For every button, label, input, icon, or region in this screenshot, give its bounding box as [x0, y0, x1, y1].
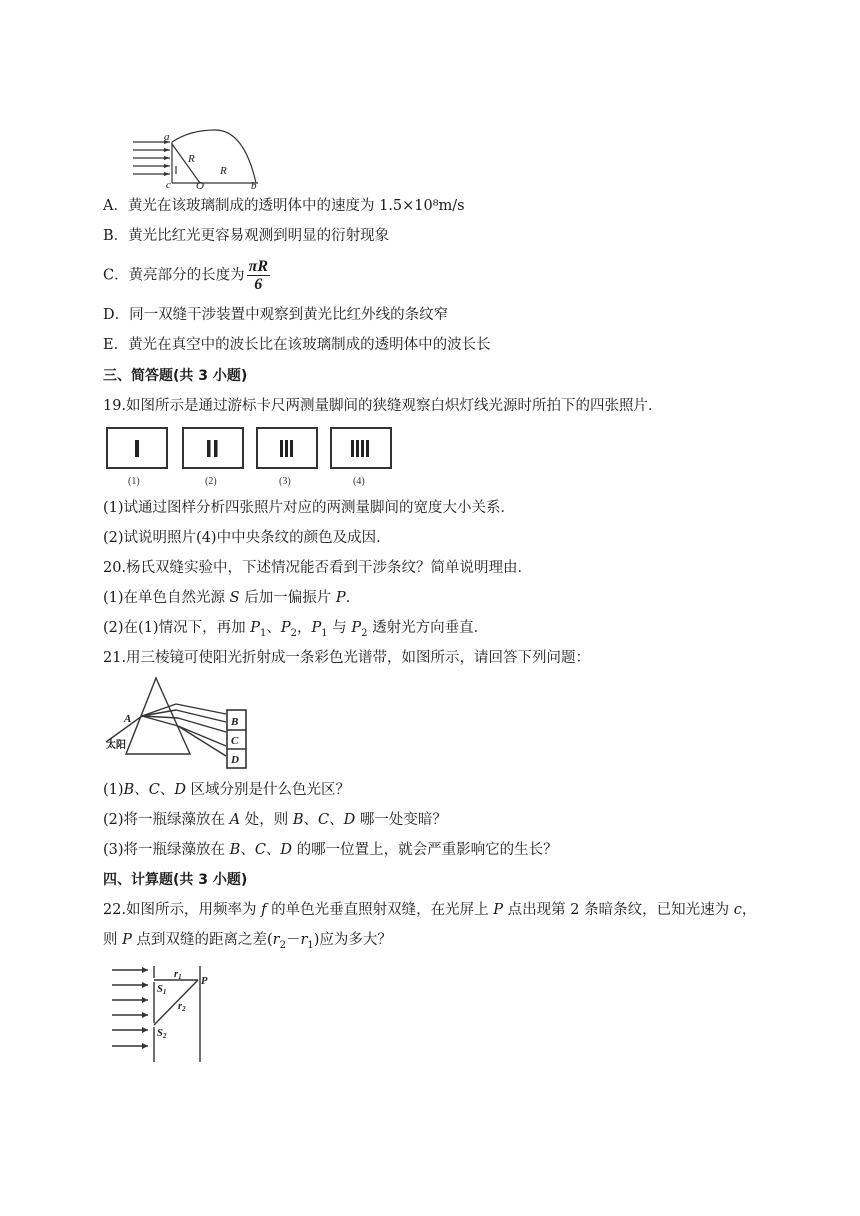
sub-1b: 1 [321, 627, 328, 639]
ray-label-r2: r [178, 1001, 183, 1012]
svg-text:r2 [178, 1001, 186, 1013]
q20-sub1-b: 后加一偏振片 [239, 590, 336, 606]
q20-sub2-a: (2)在(1)情况下，再加 [103, 620, 251, 636]
q21-sub1 [103, 780, 350, 800]
section-4-title: 四、计算题(共 3 小题) [103, 872, 248, 888]
q19-sub1: (1)试通过图样分析四张照片对应的两测量脚间的宽度大小关系． [103, 500, 516, 516]
var-P-q22: P [493, 902, 504, 918]
fraction-pi-r-over-6 [247, 258, 270, 293]
sub-2b: 2 [361, 627, 368, 639]
q22-l1-a: 22.如图所示，用频率为 [103, 902, 262, 918]
label-R1: R [188, 153, 195, 165]
q20-sub2-end: 透射光方向垂直． [367, 620, 489, 636]
q21-text: 21.用三棱镜可使阳光折射成一条彩色光谱带，如图所示，请回答下列问题： [103, 650, 591, 666]
four-photos-figure [104, 424, 394, 490]
var-D3: D [280, 842, 293, 858]
sub-r2: 2 [279, 939, 286, 951]
var-S: S [229, 590, 240, 606]
var-D: D [174, 782, 186, 798]
q21-sub3-s2: 、 [265, 842, 281, 858]
slit-label-S2: S [157, 1028, 163, 1039]
var-r2: r [272, 932, 280, 948]
q20-sub1-a: (1)在单色自然光源 [103, 590, 230, 606]
sub-2: 2 [290, 627, 297, 639]
prism-label-C: C [231, 735, 239, 747]
option-d: D．同一双缝干涉装置中观察到黄光比红外线的条纹窄 [103, 307, 449, 323]
var-P1b: P [311, 620, 322, 636]
q22-l2-minus: － [285, 932, 301, 948]
q21-sub2-c: 哪一处变暗？ [355, 812, 447, 828]
label-a: a [164, 131, 170, 143]
photo-label-4: (4) [353, 476, 365, 487]
var-P2b: P [351, 620, 362, 636]
var-f: f [261, 902, 267, 918]
q20-text: 20.杨氏双缝实验中，下述情况能否看到干涉条纹？简单说明理由． [103, 560, 533, 576]
prism-figure [104, 674, 254, 772]
q21-sub2-b: 处，则 [240, 812, 293, 828]
slit-label-S2-sub: 2 [162, 1032, 167, 1040]
q22-line1 [103, 900, 756, 920]
svg-text:S2 [157, 1028, 167, 1040]
sub-r1: 1 [307, 939, 314, 951]
q22-l2-a: 则 [103, 932, 123, 948]
q21-sub1-s1: 、 [134, 782, 149, 798]
q20-sub2-sep3: 与 [327, 620, 352, 636]
option-c-prefix: C．黄亮部分的长度为 [103, 267, 245, 284]
option-e: E．黄光在真空中的波长比在该玻璃制成的透明体中的波长长 [103, 337, 491, 353]
prism-label-A: A [124, 713, 132, 725]
q22-l2-b: 点到双缝的距离之差( [131, 932, 273, 948]
q21-sub3 [103, 840, 558, 860]
var-A: A [229, 812, 241, 828]
q21-sub3-b: 的哪一位置上，就会严重影响它的生长？ [292, 842, 558, 858]
q21-sub3-a: (3)将一瓶绿藻放在 [103, 842, 230, 858]
ray-label-r2-sub: 2 [182, 1005, 186, 1013]
var-B2: B [292, 812, 304, 828]
photo-label-2: (2) [205, 476, 217, 487]
var-D2: D [343, 812, 356, 828]
var-P-q22b: P [122, 932, 132, 948]
label-c: c [166, 179, 171, 190]
q22-l2-c: )应为多大？ [313, 932, 392, 948]
var-c: c [733, 902, 742, 918]
var-P2: P [280, 620, 291, 636]
q22-l1-d: ， [741, 902, 757, 918]
q21-sub1-b: 区域分别是什么色光区？ [185, 782, 351, 798]
option-c [103, 258, 270, 293]
q19-text: 19.如图所示是通过游标卡尺两测量脚间的狭缝观察白炽灯线光源时所拍下的四张照片． [103, 398, 663, 414]
option-a: A．黄光在该玻璃制成的透明体中的速度为 1.5×10⁸m/s [103, 198, 465, 214]
photo-label-1: (1) [128, 476, 140, 487]
ray-label-r1: r [174, 969, 179, 980]
q19-sub2: (2)试说明照片(4)中中央条纹的颜色及成因． [103, 530, 391, 546]
var-C: C [148, 782, 160, 798]
q21-sub2 [103, 810, 447, 830]
q21-sub2-s1: 、 [303, 812, 319, 828]
q21-sub1-s2: 、 [159, 782, 175, 798]
q22-l1-c: 点出现第 2 条暗条纹，已知光速为 [503, 902, 734, 918]
var-P: P [335, 590, 346, 606]
svg-text:S1 [157, 984, 166, 996]
q21-sub1-a: (1) [103, 782, 124, 798]
q20-sub1 [103, 588, 350, 608]
option-b: B．黄光比红光更容易观测到明显的衍射现象 [103, 228, 390, 244]
var-B3: B [229, 842, 241, 858]
fraction-denominator: 6 [254, 276, 263, 293]
q21-sub2-s2: 、 [329, 812, 344, 828]
q20-sub2-sep2: ， [296, 620, 312, 636]
slit-label-S1: S [157, 984, 163, 995]
prism-label-B: B [231, 716, 239, 728]
svg-text:r1 [174, 969, 182, 981]
label-O: O [196, 180, 204, 190]
label-b: b [251, 180, 257, 190]
sub-1: 1 [259, 627, 267, 639]
var-r1: r [300, 932, 308, 948]
prism-label-sun: 太阳 [106, 740, 126, 751]
var-C3: C [254, 842, 266, 858]
ray-label-r1-sub: 1 [178, 973, 182, 981]
var-C2: C [318, 812, 330, 828]
q22-line2 [103, 930, 392, 956]
q22-l1-b: 的单色光垂直照射双缝，在光屏上 [266, 902, 494, 918]
section-3-title: 三、简答题(共 3 小题) [103, 368, 248, 384]
q20-sub2 [103, 618, 488, 644]
slit-label-P: P [201, 976, 208, 987]
semicircle-figure [128, 128, 268, 190]
label-R2: R [220, 165, 227, 177]
q20-sub2-sep1: 、 [266, 620, 281, 636]
photo-label-3: (3) [279, 476, 291, 487]
q20-sub1-c: . [345, 590, 351, 606]
q21-sub2-a: (2)将一瓶绿藻放在 [103, 812, 230, 828]
var-P1: P [250, 620, 260, 636]
prism-label-D: D [231, 754, 239, 766]
var-B: B [123, 782, 135, 798]
slit-label-S1-sub: 1 [162, 988, 167, 996]
fraction-numerator: πR [248, 258, 268, 275]
double-slit-figure [110, 964, 220, 1064]
q21-sub3-s1: 、 [240, 842, 255, 858]
